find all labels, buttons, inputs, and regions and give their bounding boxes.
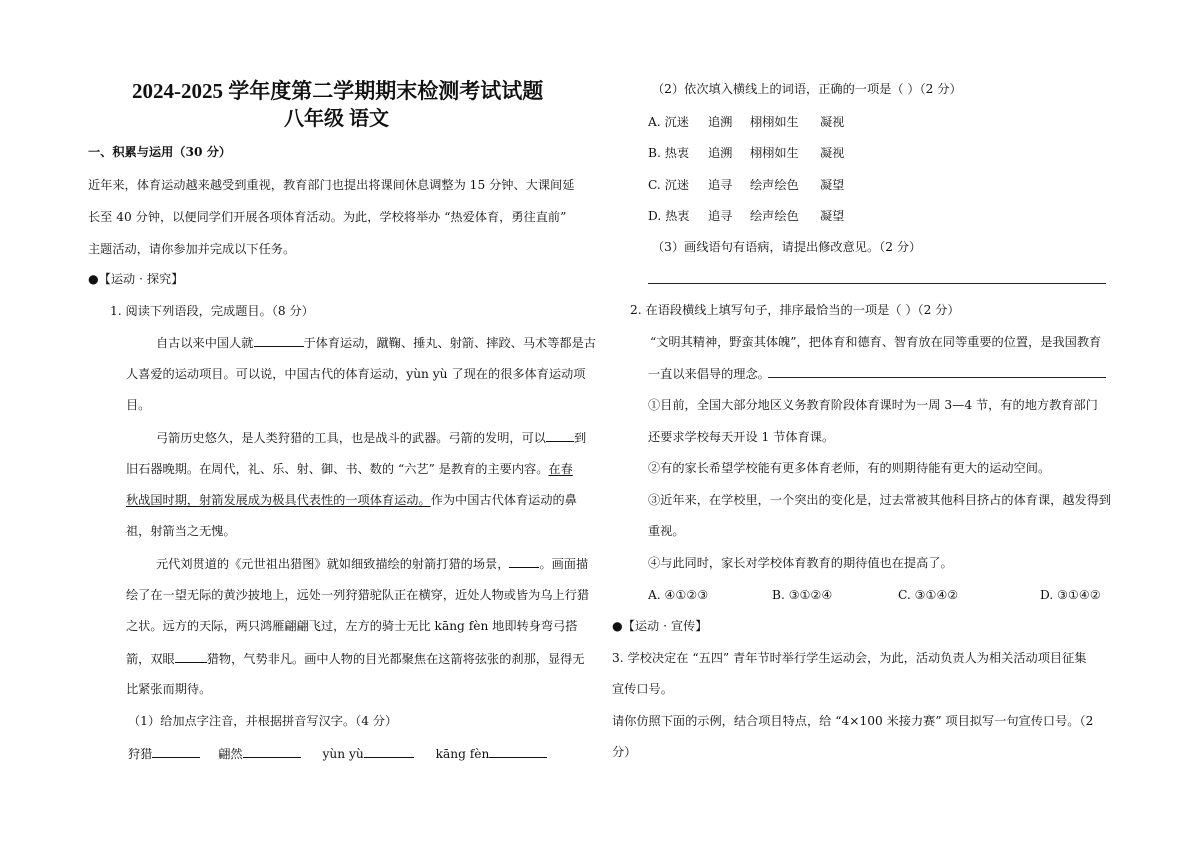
- exam-subtitle: 八年级 语文: [284, 108, 389, 130]
- sentence-3a: ③近年来，在学校里，一个突出的变化是，过去常被其他科目挤占的体育课，越发得到: [648, 493, 1112, 507]
- passage-p1-line-3: 目。: [126, 398, 151, 412]
- intro-line-2: 长至 40 分钟，以便同学们开展各项体育活动。为此，学校将举办 “热爱体育，勇往直前”: [88, 210, 567, 224]
- passage-p3-line-1: 元代刘贯道的《元世祖出猎图》就如细致描绘的射箭打猎的场景， 。画面描: [156, 554, 588, 573]
- sentence-4: ④与此同时，家长对学校体育教育的期待值也在提高了。: [648, 556, 953, 570]
- question-2-line-2: 一直以来倡导的理念。: [648, 367, 770, 381]
- exam-title: 2024-2025 学年度第二学期期末检测考试试题: [132, 79, 544, 103]
- section-heading: 一、积累与运用（30 分）: [88, 145, 232, 159]
- option-a[interactable]: A. ④①②③: [648, 588, 709, 602]
- block-heading-explore: ●【运动 · 探究】: [88, 272, 184, 286]
- passage-p3-line-2: 绘了在一望无际的黄沙披地上，远处一列狩猎驼队正在横穿，近处人物或皆为乌上行猎: [126, 588, 590, 602]
- passage-p1-line-2: 人喜爱的运动项目。可以说，中国古代的体育运动，yùn yù 了现在的很多体育运动项: [126, 367, 586, 381]
- passage-p2-line-3: 秋战国时期，射箭发展成为极具代表性的一项体育运动。作为中国古代体育运动的鼻: [126, 493, 577, 507]
- passage-p3-line-5: 比紧张而期待。: [126, 682, 212, 696]
- fill-row: 狩猎 翩然 yùn yù kāng fèn: [128, 744, 547, 763]
- fill-blank[interactable]: [509, 554, 539, 568]
- option-b[interactable]: B. ③①②④: [772, 588, 833, 602]
- passage-p2-line-1: 弓箭历史悠久，是人类狩猎的工具，也是战斗的武器。弓箭的发明，可以 到: [156, 428, 586, 447]
- option-c[interactable]: C. ③①④②: [898, 588, 959, 602]
- sentence-1b: 还要求学校每天开设 1 节体育课。: [648, 430, 835, 444]
- sentence-2: ②有的家长希望学校能有更多体育老师，有的则期待能有更大的运动空间。: [648, 461, 1051, 475]
- underlined-sentence: 在春: [548, 462, 573, 476]
- sentence-1a: ①目前，全国大部分地区义务教育阶段体育课时为一周 3—4 节，有的地方教育部门: [648, 398, 1098, 412]
- answer-blank[interactable]: [489, 744, 547, 758]
- fill-blank[interactable]: [175, 649, 207, 663]
- fill-blank[interactable]: [546, 428, 574, 442]
- answer-line[interactable]: [768, 377, 1106, 378]
- passage-p2-line-4: 祖，射箭当之无愧。: [126, 524, 236, 538]
- answer-blank[interactable]: [243, 744, 301, 758]
- question-2-stem: 2. 在语段横线上填写句子，排序最恰当的一项是（ ）（2 分）: [630, 303, 960, 317]
- subquestion-3: （3）画线语句有语病，请提出修改意见。（2 分）: [652, 240, 922, 254]
- sentence-3b: 重视。: [648, 524, 685, 538]
- answer-blank[interactable]: [364, 744, 414, 758]
- question-3-line-4: 分）: [612, 745, 637, 759]
- option-d[interactable]: D. ③①④②: [1040, 588, 1101, 602]
- question-3-line-2: 宣传口号。: [612, 682, 673, 696]
- question-3-line-1: 3. 学校决定在 “五四” 青年节时举行学生运动会，为此，活动负责人为相关活动项目征集: [612, 651, 1087, 665]
- block-heading-promo: ●【运动 · 宣传】: [612, 619, 708, 633]
- answer-blank[interactable]: [152, 744, 200, 758]
- question-3-line-3: 请你仿照下面的示例，结合项目特点，给 “4×100 米接力赛” 项目拟写一句宣传口号。（2: [612, 714, 1094, 728]
- passage-p1-line-1: 自古以来中国人就 于体育运动，蹴鞠、捶丸、射箭、摔跤、马术等都是古: [156, 333, 596, 352]
- subquestion-1: （1）给加点字注音，并根据拼音写汉字。（4 分）: [128, 714, 398, 728]
- question-2-line-1: “文明其精神，野蛮其体魄”，把体育和德育、智育放在同等重要的位置，是我国教育: [650, 335, 1102, 349]
- passage-p2-line-2: 旧石器晚期。在周代，礼、乐、射、御、书、数的 “六艺” 是教育的主要内容。在春: [126, 462, 573, 476]
- subquestion-2: （2）依次填入横线上的词语，正确的一项是（ ）（2 分）: [652, 82, 962, 96]
- passage-p3-line-3: 之状。远方的天际，两只鸿雁翩翩飞过，左方的骑士无比 kāng fèn 地即转身弯弓搭: [126, 619, 578, 633]
- passage-p3-line-4: 箭，双眼 猎物，气势非凡。画中人物的目光都聚焦在这箭将弦张的刹那，显得无: [126, 649, 585, 668]
- underlined-sentence: 秋战国时期，射箭发展成为极具代表性的一项体育运动。: [126, 493, 431, 507]
- fill-blank[interactable]: [254, 333, 304, 347]
- intro-line-1: 近年来，体育运动越来越受到重视，教育部门也提出将课间休息调整为 15 分钟、大课间延: [88, 178, 575, 192]
- answer-line[interactable]: [648, 283, 1106, 284]
- intro-line-3: 主题活动，请你参加并完成以下任务。: [88, 242, 296, 256]
- question-1-stem: 1. 阅读下列语段，完成题目。（8 分）: [110, 304, 314, 318]
